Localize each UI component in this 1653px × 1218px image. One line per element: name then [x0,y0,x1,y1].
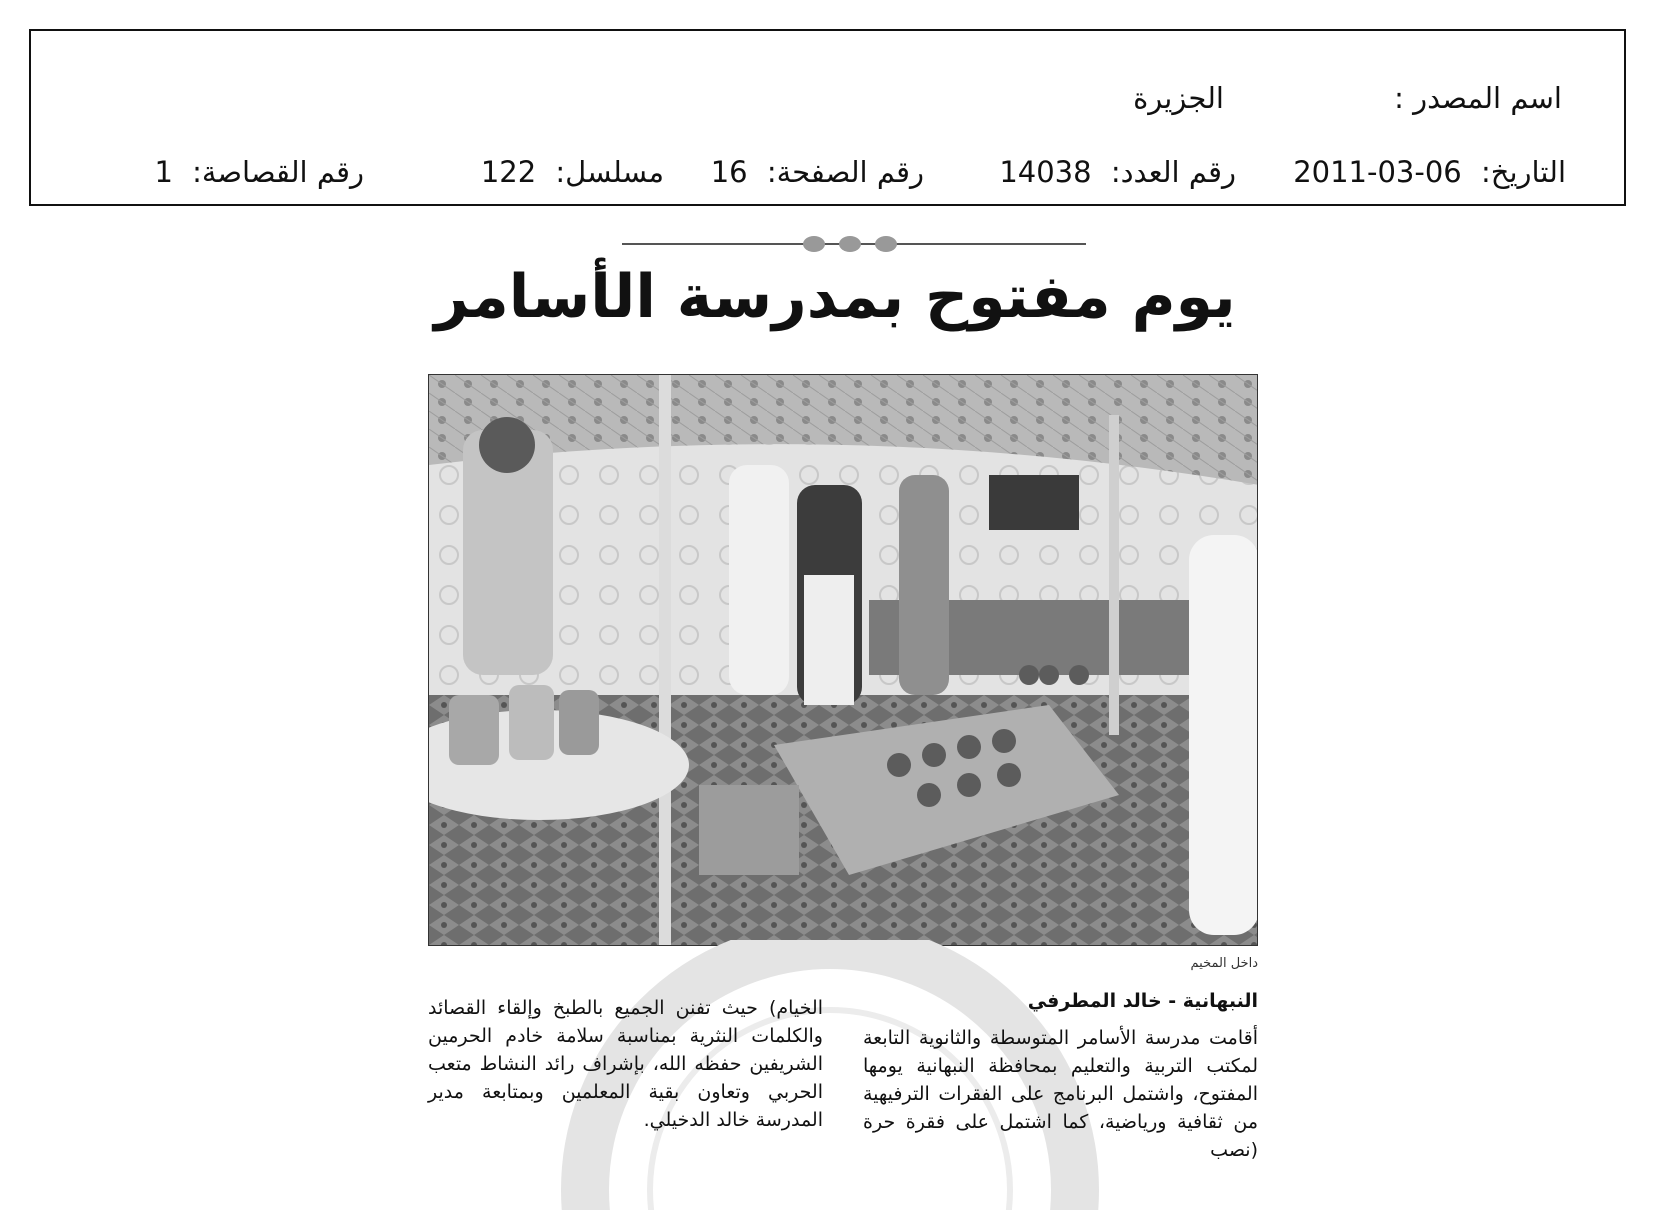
dot-icon [803,236,825,252]
page-field [711,155,924,189]
article-column-right: أقامت مدرسة الأسامر المتوسطة والثانوية التابعة لمكتب التربية والتعليم بمحافظة النبهانية يومها المفتوح، واشتمل البرنامج على الفقرات الترفيهية من ثقافية ورياضية، كما اشتمل على فقرة حرة (نصب [863,1027,1258,1161]
article-headline: يوم مفتوح بمدرسة الأسامر [434,262,1236,332]
clipping-metadata-box [29,29,1626,206]
date-label: التاريخ: [1480,155,1566,189]
clip-label: رقم القصاصة: [192,155,364,189]
photo-caption: داخل المخيم [1190,956,1258,971]
serial-field [481,155,664,189]
date-value: 2011-03-06 [1293,155,1462,189]
decorative-dots [803,236,897,252]
page-value: 16 [710,155,748,189]
tent-interior-photo [429,375,1258,946]
issue-value: 14038 [999,155,1092,189]
page-label: رقم الصفحة: [766,155,924,189]
dot-icon [875,236,897,252]
issue-label: رقم العدد: [1110,155,1236,189]
source-value: الجزيرة [1133,81,1224,115]
article-photo [428,374,1258,946]
clip-value: 1 [154,155,173,189]
issue-field [999,155,1236,189]
article-column-left: الخيام) حيث تفنن الجميع بالطبخ وإلقاء القصائد والكلمات النثرية بمناسبة سلامة خادم الحرمين الشريفين حفظه الله، بإشراف رائد النشاط متعب الحربي وتعاون بقية المعلمين وبمتابعة مدير المدرسة خالد الدخيلي. [428,997,823,1131]
serial-value: 122 [480,155,537,189]
serial-label: مسلسل: [555,155,664,189]
date-field [1293,155,1566,189]
article-byline: النبهانية - خالد المطرفي [1027,990,1258,1012]
source-label: اسم المصدر : [1394,81,1562,115]
clip-field [154,155,364,189]
dot-icon [839,236,861,252]
